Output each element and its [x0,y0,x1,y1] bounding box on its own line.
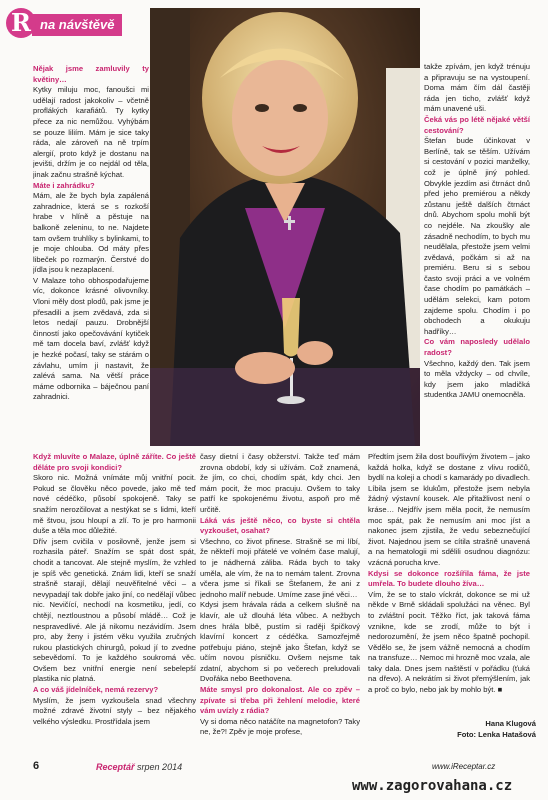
text-column-3-lower [368,452,530,740]
text-column-1 [33,64,149,448]
issue-date: srpen 2014 [137,762,183,772]
section-badge [6,8,144,40]
page-footer [0,760,548,800]
answer-paragraph: V Malaze toho obhospodařujeme víc, dokonce krásné olivovníky. Vloni měly dost plodů, pak jsme je přesadili a jsem zvědavá, zda si letos nedají pauzu. Drobnější činností jako opečovávání kytiček mě tam docela baví, zvlášť když je hezké počasí, taky se stárám o závlahu, umím ji nastavit, že zalévá sama. Na větší práce máme odbornika – báječnou paní zahradnici. [33,275,149,402]
text-column-2-lower [200,452,360,760]
answer-paragraph: Kdysi jsem hrávala ráda a celkem slušně na klavír, ale už dlouhá léta vůbec. A nežbych dnes hrála blbě, pustím si raději špičkový klavírní koncert z cédéčka. Samozřejmě potřebuju piáno, stejně jako Štefan, když se učím novou písničku. Ovšem nejsme tak zdatní, abychom si po večerech preludovali Dvořáka nebo Beethovena. [200,600,360,684]
question-heading: Kdysi se dokonce rozšířila fáma, že jste umřela. To budete dlouho žíva… [368,568,530,589]
question-heading: Máte smysl pro dokonalost. Ale co zpěv – zpívate si třeba při žehlení melodie, které vám uvízly z rádia? [200,685,360,716]
answer-paragraph: Štefan bude účinkovat v Berlíně, tak se těším. Užívám si cestování v pozici manželky, což je úplně jiný pohled. Obvykle jezdím asi čtrnáct dnů před jeho premiérou a někdy zůstanu ještě dalších čtrnáct dnů. Abychom spolu mohli být co nejdéle. Na zkoušky ale zásadně nechodím, to bych mu neudělala, přestože jsem velmi zvědavá, počkám si až na premiéru. Beru si s sebou často svoji práci a ve volném čase chodím po památkách – udělám selekci, kam potom zajdeme spolu. Chodím i po obchodech a okukuju hadříky… [424,136,530,336]
question-heading: Nějak jsme zamluvily ty květiny… [33,64,149,84]
answer-paragraph: takže zpívám, jen když trénuju a připravuju se na vystoupení. Doma mám čím dál častěji ráda jen ticho, zvlášť když mám unavené uši. [424,62,530,114]
answer-paragraph: Kytky miluju moc, fanoušci mi udělají radost jakokoliv – včetně proflákých karafiátů. Ty kytky přece za nic nemůžou. Vyhýbám se pouze liliím. Mám je sice taky ráda, ale zároveň na ně trpím alergií, proto když je dostanu na jevišti, držím je co nejdál od těla, jinak začnu strašně kýchat. [33,85,149,179]
answer-paragraph: Myslím, že jsem vyzkoušela snad všechny možné zdravé životní styly – bez nějakého velkého výsledku. Prostřídala jsem [33,695,196,726]
section-initial: R [6,8,36,38]
question-heading: Když mluvíte o Malaze, úplně záříte. Co ještě děláte pro svoji kondici? [33,452,196,472]
answer-paragraph: časy dietní i časy obžerství. Takže teď mám zrovna období, kdy si užívám. Což znamená, že jím, co chci, chodím spát, kdy chci. Jen mám pocit, že moc pracuju. Ovšem to taky patří ke spokojenému životu, aspoň pro mě určitě. [200,452,360,514]
portrait-illustration [150,8,420,446]
section-label: na návštěvě [32,14,122,36]
answer-paragraph: Mám, ale že bych byla zapálená zahradnice, která se s rozkoší hrabe v hlíně a pěstuje na balkoně zeleninu, to ne. Najdete tam ovšem truhlíky s bylinkami, to je moje chlouba. Od máty přes libeček po rozmarýn. Čerstvé do jídla jsou k nezaplacení. [33,191,149,275]
question-heading: Láká vás ještě něco, co byste si chtěla vyzkoušet, osahat? [200,515,360,536]
credits [440,718,536,740]
answer-paragraph: Skoro nic. Možná vnímáte můj vnitřní pocit. Pokud se člověku něco povede, jako mě teď nové cédéčko, působí spokojeně. Taky se snažím nerozčilovat a nestýkat se s lidmi, kteří mě štvou, jsou hloupí a zlí. To je pro harmonii duše a těla moc důležité. [33,473,196,536]
magazine-title: Receptář [96,762,135,772]
answer-paragraph: Vím, že se to stalo víckrát, dokonce se mi už někde v Brně skládali spolužáci na věnec. Byl to zvláštní pocit. Těžko říct, jak taková fáma vznikne, kde se zrodí, může to být i nedorozumění, že jsem něco špatně pochopil. Vědělo se, že jsem vážně nemocná a chodím na transfuze… Nemoc mi hrozně moc vzala, ale taky dala. Dnes jsem naštěstí v pořádku (ťuká na dřevo). A nekrátím si život přemýšlením, jak a proč co bylo, nebo jak by mohlo být. ■ [368,589,530,695]
text-column-3 [424,62,530,448]
answer-paragraph: Vy si doma něco natáčíte na magnetofon? Taky ne, že?! Zpěv je moje profese, [200,716,360,737]
author-credit: Hana Klugová [485,719,536,728]
magazine-name [96,762,182,772]
answer-paragraph: Všechno, každý den. Tak jsem to měla vždycky – od chvíle, kdy jsem jako mladičká studentka JAMU onemocněla. [424,358,530,400]
photo-credit: Foto: Lenka Hatašová [457,730,536,739]
answer-paragraph: Předtím jsem žila dost bouřlivým životem – jako každá holka, když se dostane z vlivu rodičů, bydlí na koleji a chodí s kamarády po divadlech. Líbila jsem se klukům, přestože jsem nebyla žádný výstavní kousek. Ale přitažlivost není o kráse… Nejdřív jsem měla pocit, že nemusím moc spát, pak že nemusím ani moc jíst a nakonec jsem zjistila, že vedu sebeznečující život. Najednou jsem se cítila strašně unavená a na hematologii mi sdělili osudnou diagnózu: vzácná porucha krve. [368,452,530,567]
portrait-photo [150,8,420,446]
question-heading: Čeká vás po létě nějaké větší cestování? [424,114,530,135]
watermark-url: www.zagorovahana.cz [352,778,513,794]
text-column-1-lower [33,452,196,760]
answer-paragraph: Dřív jsem cvičila v posilovně, jenže jsem si rozhasila páteř. Snažím se spát dost spát, chodit a tancovat. Ale stejně myslím, že vzhled je spíš věc genetická. Znám lidi, kteří se snaží strašně starají, dělají neuvěřitelné věci – a nevypadají tak dobře jako jiní, co nedělají vůbec nic. Nevičící, nechodí na kosmetiku, jedí, co chtějí, neztloustnou a působí mládě… Což je nespravedlivé. Ale já nikomu nezávidím. Jsem pro, aby ženy i jistém věku využila zručných rukou plastických chirurgů, pokud jí to zvedne sebevědomí. To je každého soukromá věc. Ovšem bez vnitřní energie není sebelepší plastika nic platná. [33,536,196,684]
question-heading: A co váš jídelníček, nemá rezervy? [33,685,159,695]
answer-paragraph: Všechno, co život přinese. Strašně se mi líbí, že někteří moji přátelé ve volném čase malují, to je nádherná záliba. Ráda bych to taky uměla, ale vím, že na to nemám talent. Zrovna včera jsme si říkali se Štefanem, že ani z jednoho malíř nebude. Umíme zase jiné věci… [200,536,360,599]
question-heading: Co vám naposledy udělalo radost? [424,337,530,358]
page-number: 6 [33,760,40,772]
website-link[interactable]: www.iReceptar.cz [432,762,496,771]
question-heading: Máte i zahrádku? [33,180,95,190]
